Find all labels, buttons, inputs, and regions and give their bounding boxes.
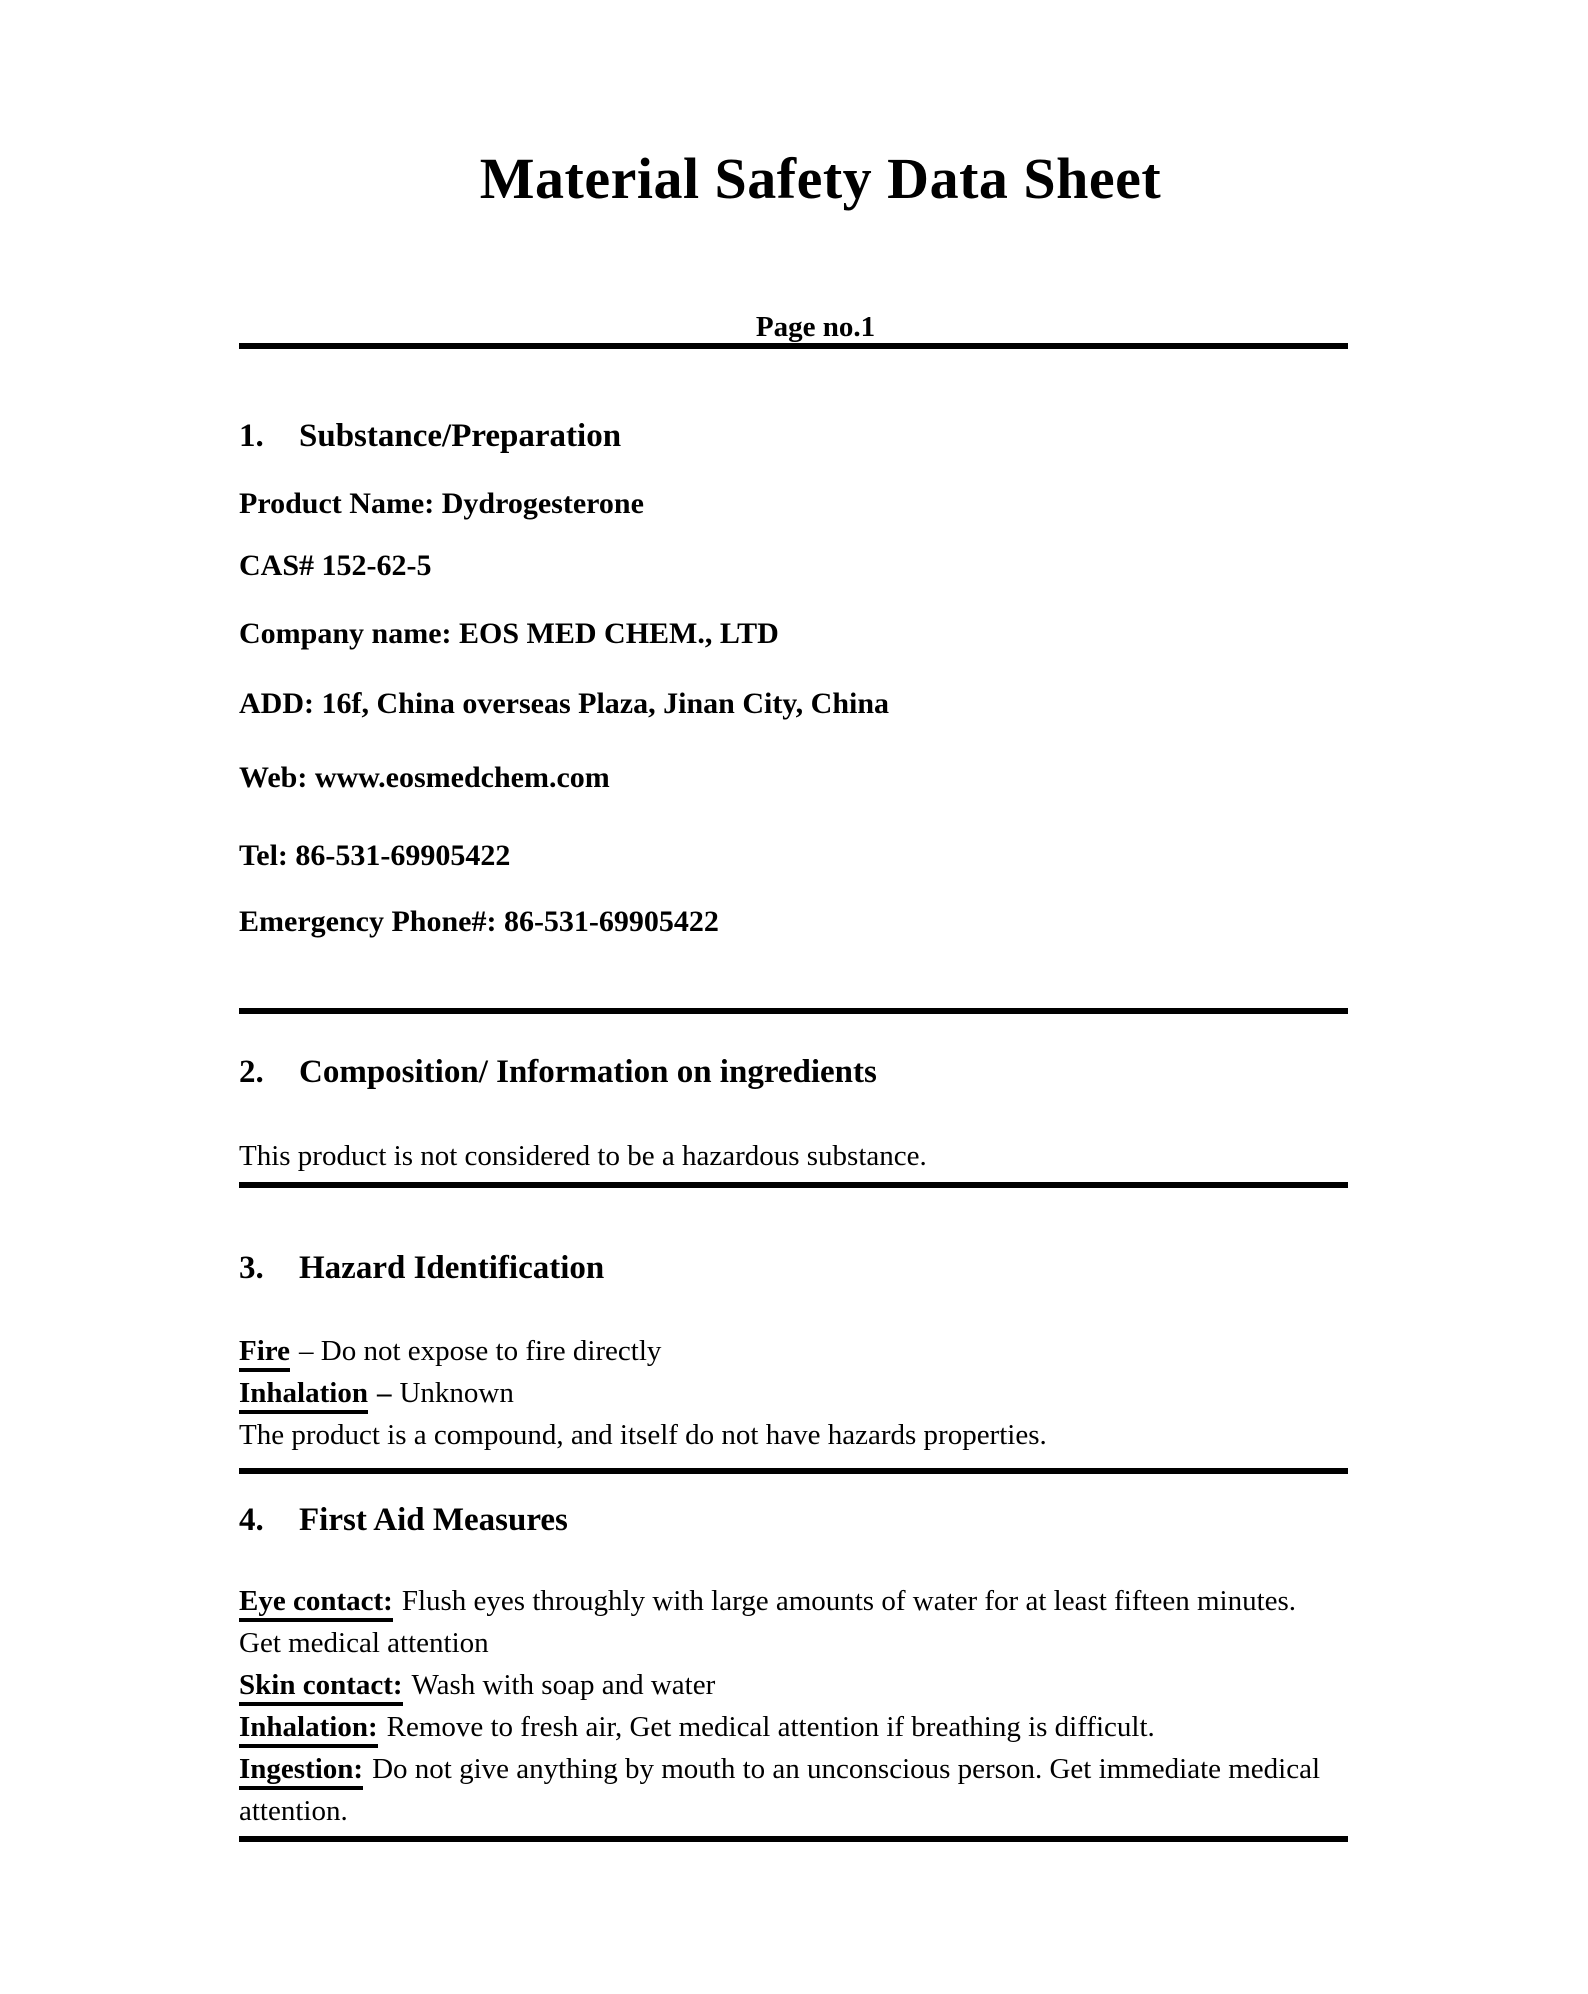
inhalation-first-aid-text: Remove to fresh air, Get medical attention if breathing is difficult.	[386, 1711, 1155, 1743]
section-4-heading	[239, 1500, 1348, 1540]
inhalation-first-aid-line	[239, 1706, 1348, 1748]
telephone-line: Tel: 86-531-69905422	[239, 839, 511, 872]
inhalation-hazard-text: Unknown	[399, 1377, 514, 1409]
ingestion-text: Do not give anything by mouth to an unconscious person. Get immediate medical	[372, 1753, 1321, 1785]
section-3-heading	[239, 1248, 1348, 1288]
website-line: Web: www.eosmedchem.com	[239, 761, 610, 794]
fire-label: Fire	[239, 1335, 290, 1372]
page-number-label: Page no.1	[755, 311, 876, 343]
inhalation-dash: –	[376, 1377, 392, 1409]
hazard-lines	[239, 1330, 1348, 1456]
eye-contact-line	[239, 1580, 1348, 1622]
fire-hazard-line	[239, 1330, 1348, 1372]
divider-rule-section-2	[239, 1182, 1348, 1188]
divider-rule-section-4	[239, 1836, 1348, 1842]
ingestion-line	[239, 1748, 1348, 1790]
document-title: Material Safety Data Sheet	[479, 146, 1162, 211]
section-1-title: Substance/Preparation	[299, 418, 622, 454]
eye-contact-text: Flush eyes throughly with large amounts of water for at least fifteen minutes.	[401, 1585, 1297, 1617]
divider-rule-section-1	[239, 1008, 1348, 1014]
section-1-heading	[239, 416, 1348, 456]
section-1-number: 1.	[239, 418, 264, 454]
skin-contact-text: Wash with soap and water	[411, 1669, 716, 1701]
section-2-heading	[239, 1052, 1348, 1092]
section-2-title: Composition/ Information on ingredients	[299, 1054, 877, 1090]
ingestion-label: Ingestion:	[239, 1753, 363, 1790]
document-content	[0, 146, 1588, 1842]
fire-text: – Do not expose to fire directly	[299, 1335, 662, 1367]
company-name-line: Company name: EOS MED CHEM., LTD	[239, 617, 779, 650]
section-2-number: 2.	[239, 1054, 264, 1090]
divider-rule-section-3	[239, 1468, 1348, 1474]
section-3-number: 3.	[239, 1250, 264, 1286]
skin-contact-line	[239, 1664, 1348, 1706]
section-3-title: Hazard Identification	[299, 1250, 605, 1286]
ingestion-continuation-line: attention.	[239, 1795, 348, 1827]
inhalation-first-aid-label: Inhalation:	[239, 1711, 378, 1748]
eye-contact-continuation-line: Get medical attention	[239, 1627, 489, 1659]
emergency-phone-line: Emergency Phone#: 86-531-69905422	[239, 905, 719, 938]
composition-note-line: This product is not considered to be a hazardous substance.	[239, 1140, 927, 1172]
address-line: ADD: 16f, China overseas Plaza, Jinan City, China	[239, 687, 890, 720]
hazard-note-line: The product is a compound, and itself do not have hazards properties.	[239, 1419, 1047, 1451]
cas-number-line: CAS# 152-62-5	[239, 549, 432, 582]
divider-rule-header	[239, 343, 1348, 349]
first-aid-lines	[239, 1580, 1348, 1832]
skin-contact-label: Skin contact:	[239, 1669, 403, 1706]
eye-contact-label: Eye contact:	[239, 1585, 393, 1622]
product-name-line: Product Name: Dydrogesterone	[239, 487, 644, 520]
section-4-title: First Aid Measures	[299, 1502, 568, 1538]
section-4-number: 4.	[239, 1502, 264, 1538]
inhalation-hazard-label: Inhalation	[239, 1377, 368, 1414]
inhalation-hazard-line	[239, 1372, 1348, 1414]
